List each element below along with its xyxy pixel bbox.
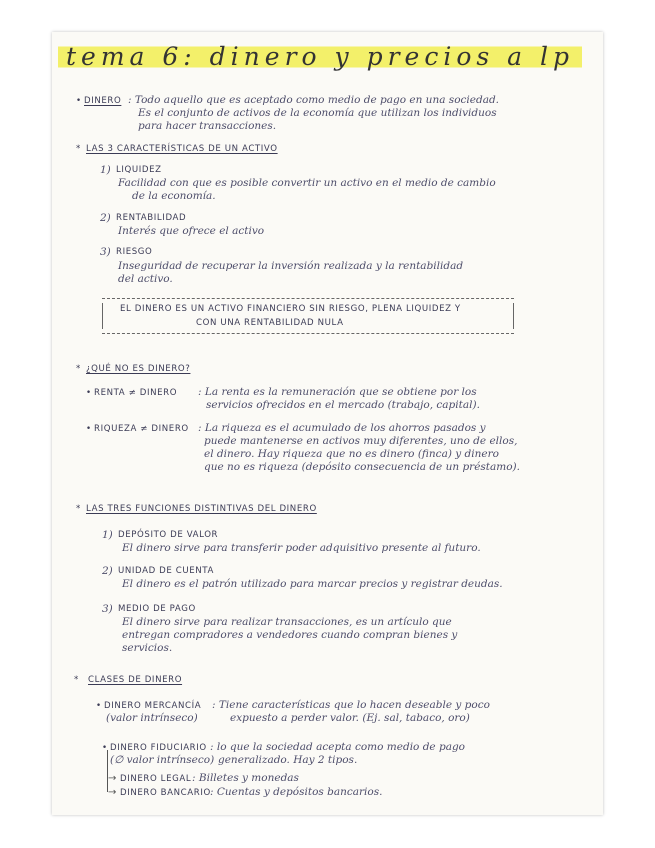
fun-item-1-num: 1) bbox=[102, 529, 113, 541]
riqueza-line-3: el dinero. Hay riqueza que no es dinero (finca) y dinero bbox=[204, 448, 499, 460]
fun-item-2-label: UNIDAD DE CUENTA bbox=[118, 566, 214, 576]
bullet-icon: • bbox=[86, 388, 92, 398]
bullet-icon: • bbox=[96, 701, 102, 711]
renta-line-2: servicios ofrecidos en el mercado (trabajo, capital). bbox=[206, 399, 480, 411]
legal-label: DINERO LEGAL bbox=[120, 774, 192, 784]
car-item-3-num: 3) bbox=[100, 246, 111, 258]
car-item-1-label: LIQUIDEZ bbox=[116, 165, 162, 175]
box-line-2: CON UNA RENTABILIDAD NULA bbox=[196, 318, 344, 328]
fiduciario-sub: (∅ valor intrínseco) bbox=[110, 754, 215, 766]
car-item-1-line-2: de la economía. bbox=[132, 190, 216, 202]
fun-item-1-label: DEPÓSITO DE VALOR bbox=[118, 530, 219, 540]
bullet-icon: • bbox=[86, 424, 92, 434]
fun-item-3-num: 3) bbox=[102, 603, 113, 615]
legal-text: : Billetes y monedas bbox=[192, 772, 299, 784]
fun-item-3-line-2: entregan compradores a vendedores cuando compran bienes y bbox=[122, 629, 458, 641]
notebook-page bbox=[52, 32, 603, 815]
arrow-right-icon: → bbox=[108, 787, 117, 798]
fun-item-1-line-1: El dinero sirve para transferir poder adquisitivo presente al futuro. bbox=[122, 542, 481, 554]
riqueza-line-1: : La riqueza es el acumulado de los ahorros pasados y bbox=[198, 422, 486, 434]
arrow-right-icon: → bbox=[108, 773, 117, 784]
fiduciario-line-1: : lo que la sociedad acepta como medio de pago bbox=[210, 741, 466, 753]
clases-heading: CLASES DE DINERO bbox=[88, 675, 183, 685]
fun-item-2-line-1: El dinero es el patrón utilizado para marcar precios y registrar deudas. bbox=[122, 578, 503, 590]
car-item-3-line-2: del activo. bbox=[118, 273, 173, 285]
car-item-3-line-1: Inseguridad de recuperar la inversión realizada y la rentabilidad bbox=[118, 260, 464, 272]
page-title: tema 6: dinero y precios a lp bbox=[58, 42, 582, 71]
riqueza-line-2: puede mantenerse en activos muy diferentes, uno de ellos, bbox=[204, 435, 518, 447]
mercancia-label: DINERO MERCANCÍA bbox=[104, 701, 202, 711]
no-dinero-heading: ¿QUÉ NO ES DINERO? bbox=[86, 364, 191, 374]
highlight-box bbox=[102, 298, 514, 334]
caracteristicas-heading: LAS 3 CARACTERÍSTICAS DE UN ACTIVO bbox=[86, 144, 278, 154]
bracket-line bbox=[107, 750, 108, 792]
mercancia-line-1: : Tiene características que lo hacen deseable y poco bbox=[212, 699, 490, 711]
riqueza-line-4: que no es riqueza (depósito consecuencia de un préstamo). bbox=[204, 461, 520, 473]
car-item-3-label: RIESGO bbox=[116, 247, 153, 257]
fun-item-3-label: MEDIO DE PAGO bbox=[118, 604, 196, 614]
mercancia-line-2: expuesto a perder valor. (Ej. sal, tabaco, oro) bbox=[230, 712, 470, 724]
bullet-icon: • bbox=[76, 96, 82, 106]
car-item-1-num: 1) bbox=[100, 164, 111, 176]
riqueza-label: RIQUEZA ≠ DINERO bbox=[94, 424, 189, 434]
dinero-line-1: : Todo aquello que es aceptado como medio de pago en una sociedad. bbox=[128, 94, 500, 106]
dinero-line-3: para hacer transacciones. bbox=[138, 120, 277, 132]
car-item-2-num: 2) bbox=[100, 212, 111, 224]
fiduciario-line-2: generalizado. Hay 2 tipos. bbox=[218, 754, 358, 766]
dinero-label: DINERO bbox=[84, 96, 122, 106]
star-icon: * bbox=[76, 364, 81, 374]
fun-item-2-num: 2) bbox=[102, 565, 113, 577]
car-item-2-line-1: Interés que ofrece el activo bbox=[118, 225, 265, 237]
box-line-1: EL DINERO ES UN ACTIVO FINANCIERO SIN RIESGO, PLENA LIQUIDEZ Y bbox=[120, 304, 461, 314]
bancario-label: DINERO BANCARIO bbox=[120, 788, 211, 798]
fiduciario-label: DINERO FIDUCIARIO bbox=[110, 743, 207, 753]
car-item-1-line-1: Facilidad con que es posible convertir un activo en el medio de cambio bbox=[118, 177, 496, 189]
mercancia-sub: (valor intrínseco) bbox=[106, 712, 198, 724]
car-item-2-label: RENTABILIDAD bbox=[116, 213, 187, 223]
funciones-heading: LAS TRES FUNCIONES DISTINTIVAS DEL DINERO bbox=[86, 504, 317, 514]
star-icon: * bbox=[76, 504, 81, 514]
fun-item-3-line-1: El dinero sirve para realizar transacciones, es un artículo que bbox=[122, 616, 452, 628]
renta-label: RENTA ≠ DINERO bbox=[94, 388, 178, 398]
star-icon: * bbox=[76, 144, 81, 154]
fun-item-3-line-3: servicios. bbox=[122, 642, 173, 654]
bullet-icon: • bbox=[102, 743, 108, 753]
renta-line-1: : La renta es la remuneración que se obtiene por los bbox=[198, 386, 477, 398]
bancario-text: : Cuentas y depósitos bancarios. bbox=[210, 786, 383, 798]
star-icon: * bbox=[74, 675, 79, 685]
dinero-line-2: Es el conjunto de activos de la economía que utilizan los individuos bbox=[138, 107, 497, 119]
